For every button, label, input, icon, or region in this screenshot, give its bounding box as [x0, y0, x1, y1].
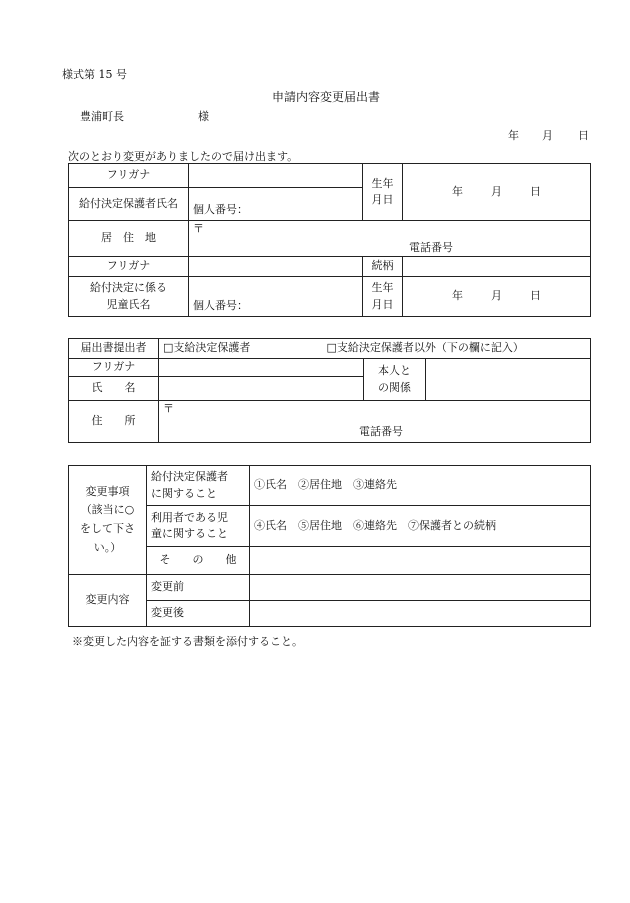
personal-number-label: 個人番号：: [193, 202, 248, 216]
relationship-label: 続柄: [363, 257, 403, 277]
change-table: [68, 465, 591, 627]
form-number: 様式第 15 号: [62, 68, 127, 81]
other-field[interactable]: [250, 547, 591, 575]
before-label: 変更前: [147, 575, 250, 601]
submitter-address-label: 住 所: [69, 401, 159, 443]
submitter-furigana-label: フリガナ: [69, 359, 159, 377]
child-birth-label: 生年 月日: [363, 277, 403, 317]
after-field[interactable]: [250, 601, 591, 627]
date-day: 日: [578, 129, 589, 142]
submitter-furigana-field[interactable]: [159, 359, 364, 377]
intro-text: 次のとおり変更がありましたので届け出ます。: [68, 150, 299, 163]
guardian-birthdate-field[interactable]: 年 月 日: [403, 164, 591, 221]
guardian-change-options[interactable]: ①氏名 ②居住地 ③連絡先: [250, 466, 591, 506]
other-label: そ の 他: [147, 547, 250, 575]
guardian-furigana-field[interactable]: [189, 164, 363, 188]
relationship-field[interactable]: [403, 257, 591, 277]
child-furigana-field[interactable]: [189, 257, 363, 277]
child-personal-number-label: 個人番号：: [193, 298, 248, 312]
phone-label: 電話番号: [409, 240, 453, 254]
guardian-name-field[interactable]: [189, 188, 363, 221]
address-label: 居 住 地: [69, 221, 189, 257]
date-year: 年: [508, 129, 519, 142]
honorific: 様: [198, 110, 209, 123]
relation-to-person-label: 本人と の関係: [364, 359, 426, 401]
child-birthdate-field[interactable]: 年 月 日: [403, 277, 591, 317]
addressee: 豊浦町長: [80, 110, 124, 123]
guardian-furigana-label: フリガナ: [69, 164, 189, 188]
child-name-field[interactable]: [189, 277, 363, 317]
guardian-child-table: [68, 163, 591, 317]
relation-to-person-field[interactable]: [426, 359, 591, 401]
submitter-name-label: 氏 名: [69, 377, 159, 401]
child-related-label: 利用者である児 童に関すること: [147, 506, 250, 547]
submitter-options: [159, 339, 591, 359]
guardian-name-label: 給付決定保護者氏名: [69, 188, 189, 221]
change-content-label: 変更内容: [69, 575, 147, 627]
date-month: 月: [542, 129, 553, 142]
child-change-options[interactable]: ④氏名 ⑤居住地 ⑥連絡先 ⑦保護者との続柄: [250, 506, 591, 547]
submitter-postal-mark: 〒: [163, 402, 174, 415]
guardian-birth-label: 生年 月日: [363, 164, 403, 221]
submitter-phone-label: 電話番号: [359, 424, 403, 438]
after-label: 変更後: [147, 601, 250, 627]
document-title: 申請内容変更届出書: [272, 90, 381, 104]
submitter-address-field[interactable]: [159, 401, 591, 443]
submitter-name-field[interactable]: [159, 377, 364, 401]
child-name-label: 給付決定に係る 児童氏名: [69, 277, 189, 317]
submitter-label: 届出書提出者: [69, 339, 159, 359]
postal-mark: 〒: [193, 222, 204, 235]
address-field[interactable]: [189, 221, 591, 257]
submitter-table: [68, 338, 591, 443]
footer-note: ※変更した内容を証する書類を添付すること。: [72, 635, 303, 648]
child-furigana-label: フリガナ: [69, 257, 189, 277]
guardian-related-label: 給付決定保護者 に関すること: [147, 466, 250, 506]
change-item-label: 変更事項 （該当に○ をして下さ い。）: [69, 466, 147, 575]
before-field[interactable]: [250, 575, 591, 601]
checkbox-guardian[interactable]: □支給決定保護者: [163, 341, 251, 355]
checkbox-other[interactable]: □支給決定保護者以外（下の欄に記入）: [326, 341, 524, 355]
